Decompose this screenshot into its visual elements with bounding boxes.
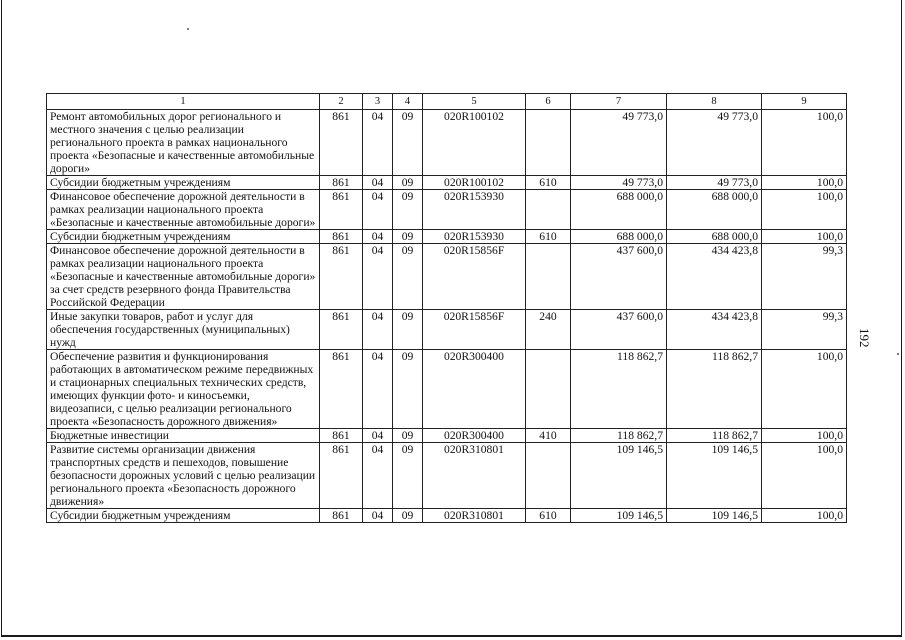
row-pct: 99,3 xyxy=(762,310,847,350)
row-vr xyxy=(526,110,571,176)
row-fact: 434 423,8 xyxy=(667,310,762,350)
row-ved: 861 xyxy=(320,190,363,230)
table-row xyxy=(47,429,847,443)
row-plan: 688 000,0 xyxy=(571,230,667,244)
row-pr: 09 xyxy=(393,230,423,244)
scan-speck xyxy=(897,353,899,355)
row-fact: 118 862,7 xyxy=(667,429,762,443)
row-plan: 437 600,0 xyxy=(571,310,667,350)
row-fact: 688 000,0 xyxy=(667,230,762,244)
row-fact: 49 773,0 xyxy=(667,176,762,190)
row-pr: 09 xyxy=(393,110,423,176)
table-row xyxy=(47,190,847,230)
row-ved: 861 xyxy=(320,230,363,244)
row-vr: 610 xyxy=(526,230,571,244)
row-plan: 688 000,0 xyxy=(571,190,667,230)
row-vr: 610 xyxy=(526,176,571,190)
row-pr: 09 xyxy=(393,244,423,310)
row-vr: 410 xyxy=(526,429,571,443)
row-rz: 04 xyxy=(363,429,393,443)
row-pr: 09 xyxy=(393,176,423,190)
row-name: Бюджетные инвестиции xyxy=(47,429,320,443)
row-csr: 020R15856F xyxy=(423,310,526,350)
column-header: 2 xyxy=(320,94,363,110)
row-name: Иные закупки товаров, работ и услуг для обеспечения государственных (муниципальных) нужд xyxy=(47,310,320,350)
row-csr: 020R15856F xyxy=(423,244,526,310)
row-csr: 020R100102 xyxy=(423,176,526,190)
column-header: 9 xyxy=(762,94,847,110)
column-header: 4 xyxy=(393,94,423,110)
row-fact: 49 773,0 xyxy=(667,110,762,176)
row-fact: 109 146,5 xyxy=(667,443,762,509)
row-name: Ремонт автомобильных дорог регионального и местного значения с целью реализации регионального проекта в рамках национального проекта «Безопасные и качественные автомобильные дороги» xyxy=(47,110,320,176)
row-pct: 100,0 xyxy=(762,190,847,230)
row-pr: 09 xyxy=(393,443,423,509)
row-pct: 99,3 xyxy=(762,244,847,310)
table-row xyxy=(47,244,847,310)
row-rz: 04 xyxy=(363,110,393,176)
row-name: Субсидии бюджетным учреждениям xyxy=(47,176,320,190)
table-row xyxy=(47,230,847,244)
row-ved: 861 xyxy=(320,310,363,350)
column-header: 8 xyxy=(667,94,762,110)
row-csr: 020R310801 xyxy=(423,443,526,509)
column-header: 3 xyxy=(363,94,393,110)
row-vr xyxy=(526,443,571,509)
row-vr xyxy=(526,244,571,310)
row-vr xyxy=(526,350,571,429)
row-rz: 04 xyxy=(363,509,393,523)
row-fact: 688 000,0 xyxy=(667,190,762,230)
row-rz: 04 xyxy=(363,244,393,310)
row-csr: 020R310801 xyxy=(423,509,526,523)
row-pr: 09 xyxy=(393,429,423,443)
row-plan: 437 600,0 xyxy=(571,244,667,310)
row-pct: 100,0 xyxy=(762,350,847,429)
scan-speck xyxy=(187,28,189,30)
page-number: 192 xyxy=(857,328,872,348)
row-ved: 861 xyxy=(320,443,363,509)
row-pct: 100,0 xyxy=(762,429,847,443)
row-pr: 09 xyxy=(393,509,423,523)
column-header: 7 xyxy=(571,94,667,110)
row-name: Субсидии бюджетным учреждениям xyxy=(47,230,320,244)
table-row xyxy=(47,110,847,176)
row-csr: 020R153930 xyxy=(423,190,526,230)
row-pr: 09 xyxy=(393,310,423,350)
row-pct: 100,0 xyxy=(762,509,847,523)
row-name: Обеспечение развития и функционирования работающих в автоматическом режиме передвижных и стационарных специальных технических средств, имеющих функции фото- и киносъемки, видеозаписи, с целью реализации регионального проекта «Безопасность дорожного движения» xyxy=(47,350,320,429)
row-pr: 09 xyxy=(393,350,423,429)
row-rz: 04 xyxy=(363,310,393,350)
row-pct: 100,0 xyxy=(762,230,847,244)
row-plan: 109 146,5 xyxy=(571,443,667,509)
row-pct: 100,0 xyxy=(762,176,847,190)
row-plan: 118 862,7 xyxy=(571,429,667,443)
row-rz: 04 xyxy=(363,350,393,429)
column-header: 1 xyxy=(47,94,320,110)
row-csr: 020R300400 xyxy=(423,350,526,429)
row-name: Развитие системы организации движения транспортных средств и пешеходов, повышение безопасности дорожных условий с целью реализации регионального проекта «Безопасность дорожного движения» xyxy=(47,443,320,509)
row-ved: 861 xyxy=(320,110,363,176)
row-pr: 09 xyxy=(393,190,423,230)
row-plan: 49 773,0 xyxy=(571,110,667,176)
table-row xyxy=(47,350,847,429)
row-fact: 118 862,7 xyxy=(667,350,762,429)
row-csr: 020R100102 xyxy=(423,110,526,176)
row-name: Финансовое обеспечение дорожной деятельности в рамках реализации национального проекта «Безопасные и качественные автомобильные дороги» за счет средств резервного фонда Правительства Российской Федерации xyxy=(47,244,320,310)
row-pct: 100,0 xyxy=(762,110,847,176)
row-vr: 240 xyxy=(526,310,571,350)
row-fact: 434 423,8 xyxy=(667,244,762,310)
row-rz: 04 xyxy=(363,230,393,244)
table-row xyxy=(47,443,847,509)
row-csr: 020R300400 xyxy=(423,429,526,443)
row-ved: 861 xyxy=(320,429,363,443)
row-ved: 861 xyxy=(320,244,363,310)
row-ved: 861 xyxy=(320,509,363,523)
budget-table xyxy=(46,93,847,523)
table-row xyxy=(47,310,847,350)
row-plan: 109 146,5 xyxy=(571,509,667,523)
row-vr xyxy=(526,190,571,230)
row-vr: 610 xyxy=(526,509,571,523)
row-ved: 861 xyxy=(320,350,363,429)
table-row xyxy=(47,509,847,523)
row-rz: 04 xyxy=(363,190,393,230)
row-pct: 100,0 xyxy=(762,443,847,509)
row-rz: 04 xyxy=(363,443,393,509)
table-row xyxy=(47,176,847,190)
column-header: 5 xyxy=(423,94,526,110)
row-csr: 020R153930 xyxy=(423,230,526,244)
row-rz: 04 xyxy=(363,176,393,190)
row-name: Финансовое обеспечение дорожной деятельности в рамках реализации национального проекта «Безопасные и качественные автомобильные дороги» xyxy=(47,190,320,230)
row-plan: 49 773,0 xyxy=(571,176,667,190)
row-fact: 109 146,5 xyxy=(667,509,762,523)
row-plan: 118 862,7 xyxy=(571,350,667,429)
column-header: 6 xyxy=(526,94,571,110)
row-ved: 861 xyxy=(320,176,363,190)
column-number-row xyxy=(47,94,847,110)
row-name: Субсидии бюджетным учреждениям xyxy=(47,509,320,523)
